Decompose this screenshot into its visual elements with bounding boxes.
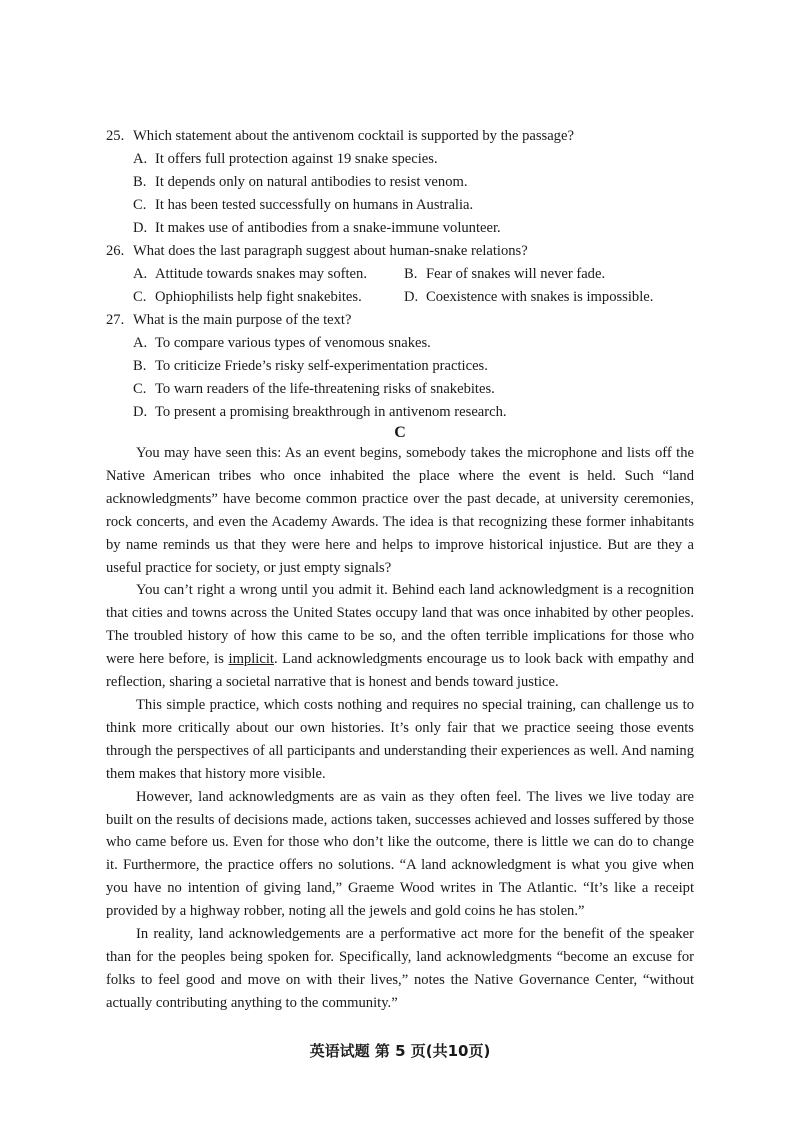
option-27-a: A. To compare various types of venomous snakes. — [133, 335, 431, 351]
question-number: 25. — [106, 128, 125, 144]
question-stem: What does the last paragraph suggest about human-snake relations? — [133, 243, 528, 259]
option-26-d: D. Coexistence with snakes is impossible. — [404, 289, 654, 305]
underlined-word: implicit — [228, 651, 274, 668]
option-25-a: A. It offers full protection against 19 snake species. — [133, 151, 438, 167]
question-number: 26. — [106, 243, 125, 259]
option-26-a: A. Attitude towards snakes may soften. — [133, 266, 367, 282]
paragraph-4: However, land acknowledgments are as vain as they often feel. The lives we live today are built on the results of decisions made, actions taken, successes achieved and losses suffered by those who came before us. Even for those who don’t like the outcome, there is little we can do to change it. Furthermore, the practice offers no solutions. “A land acknowledgment is what you give when you have no intention of giving land,” Graeme Wood writes in The Atlantic. “It’s like a receipt provided by a highway robber, noting all the jewels and gold coins he has stolen.” — [106, 788, 694, 920]
option-26-b: B. Fear of snakes will never fade. — [404, 266, 606, 282]
option-25-d: D. It makes use of antibodies from a snake-immune volunteer. — [133, 220, 501, 236]
paragraph-2: You can’t right a wrong until you admit it. Behind each land acknowledgment is a recognition that cities and towns across the United States occupy land that was once inhabited by other peoples. The troubled history of how this came to be so, and the often terrible implications for those who were here before, is implicit. Land acknowledgments encourage us to look back with empathy and reflection, sharing a societal narrative that is honest and bends toward justice. — [106, 582, 694, 691]
reading-passage — [106, 442, 694, 1015]
question-stem: Which statement about the antivenom cocktail is supported by the passage? — [133, 128, 574, 144]
question-25 — [106, 128, 574, 145]
option-26-c: C. Ophiophilists help fight snakebites. — [133, 289, 362, 305]
question-number: 27. — [106, 312, 125, 328]
option-25-b: B. It depends only on natural antibodies to resist venom. — [133, 174, 468, 190]
option-27-d: D. To present a promising breakthrough in antivenom research. — [133, 404, 507, 420]
paragraph-1: You may have seen this: As an event begins, somebody takes the microphone and lists off the Native American tribes who once inhabited the place where the event is held. Such “land acknowledgments” have become common practice over the past decade, at university ceremonies, rock concerts, and even the Academy Awards. The idea is that recognizing these former inhabitants by name reminds us that they were here and helps to improve historical injustice. But are they a useful practice for society, or just empty signals? — [106, 445, 694, 576]
option-27-b: B. To criticize Friede’s risky self-experimentation practices. — [133, 358, 488, 374]
option-25-c: C. It has been tested successfully on humans in Australia. — [133, 197, 474, 213]
question-stem: What is the main purpose of the text? — [133, 312, 352, 328]
paragraph-3: This simple practice, which costs nothing and requires no special training, can challenge us to think more critically about our own histories. It’s only fair that we practice seeing those events through the perspectives of all participants and understanding their experiences as well. And naming them makes that history more visible. — [106, 696, 694, 782]
paragraph-5: In reality, land acknowledgements are a performative act more for the benefit of the speaker than for the peoples being spoken for. Specifically, land acknowledgments “become an excuse for folks to feel good and move on with their lives,” notes the Native Governance Center, “without actually contributing anything to the community.” — [106, 926, 694, 1011]
section-heading: C — [394, 424, 406, 441]
page-footer: 英语试题 第 5 页(共10页) — [309, 1042, 491, 1060]
question-27 — [106, 312, 351, 329]
question-26 — [106, 243, 528, 260]
option-27-c: C. To warn readers of the life-threatening risks of snakebites. — [133, 381, 495, 397]
